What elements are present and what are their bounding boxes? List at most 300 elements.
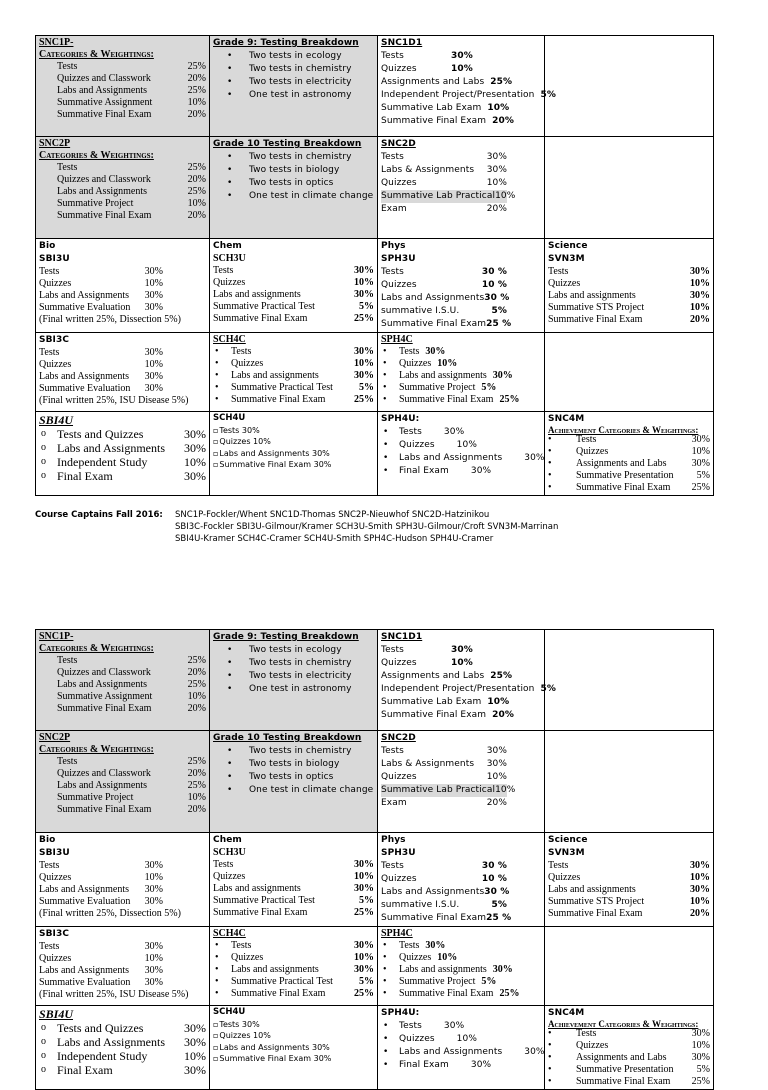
weighting-value: 30% (691, 434, 710, 445)
weighting-label: Labs and Assignments (57, 780, 147, 791)
weighting-label: • Tests (576, 1028, 597, 1039)
course-code: SPH4U: (381, 414, 420, 424)
weighting-label: Summative Lab Exam (381, 697, 482, 707)
weighting-value: 10% (451, 658, 473, 668)
weighting-value: 10% (486, 772, 507, 782)
weighting-label: Quizzes (381, 280, 417, 290)
course-code: SNC1P- (39, 37, 74, 48)
weighting-row (381, 670, 541, 683)
list-item: • Two tests in optics (249, 177, 374, 190)
weighting-label: • Assignments and Labs (576, 1052, 667, 1063)
weighting-row (57, 85, 206, 97)
weighting-label: Quizzes (381, 178, 417, 188)
weighting-label: • Quizzes (399, 1034, 435, 1044)
weighting-value: 10% (690, 278, 710, 289)
list-item: • Two tests in optics (249, 771, 374, 784)
weighting-value: 25% (187, 61, 206, 72)
course-code: SCH3U (213, 253, 246, 264)
weighting-value: 10% (354, 952, 374, 963)
weighting-label: • Summative Final Exam (231, 988, 326, 999)
weighting-row (399, 964, 541, 976)
weighting-value: 25% (187, 679, 206, 690)
weighting-row (57, 1035, 206, 1049)
weighting-label: Quizzes and Classwork (57, 768, 151, 779)
weighting-value: 10% (354, 358, 374, 369)
weighting-row (57, 1049, 206, 1063)
course-code: SBI3C (39, 335, 70, 345)
weighting-value: 30% (354, 370, 374, 381)
weighting-row (548, 860, 710, 872)
weighting-row (57, 186, 206, 198)
weighting-value: 30% (691, 1052, 710, 1063)
weighting-row (213, 313, 374, 325)
course-code: SVN3M (548, 254, 585, 264)
weighting-row (57, 61, 206, 73)
course-code: SNC2D (381, 733, 416, 743)
weighting-value: 10% (690, 896, 710, 907)
weighting-row (381, 683, 556, 696)
weighting-row (381, 758, 507, 771)
weighting-label: Quizzes (548, 872, 581, 883)
weighting-row (57, 73, 206, 85)
subject-label: Phys (381, 835, 406, 845)
weighting-value: 10% (691, 446, 710, 457)
note: (Final written 25%, Dissection 5%) (39, 908, 181, 919)
weighting-row (399, 452, 545, 465)
weighting-row (381, 203, 507, 216)
weighting-row (399, 465, 541, 478)
weighting-label: • Quizzes (399, 358, 432, 369)
weighting-value: 10% (487, 103, 510, 113)
cell-sch3u (210, 239, 378, 333)
weighting-value: 20% (492, 710, 514, 720)
weighting-value: 5% (359, 382, 374, 393)
list-item: ▫ Quizzes 10% (213, 1030, 374, 1042)
weighting-row (213, 859, 374, 871)
weighting-value: 30% (486, 759, 507, 769)
weighting-row (231, 346, 374, 358)
weighting-row (39, 290, 163, 302)
weighting-value: 30% (486, 746, 507, 756)
weighting-value: 25% (187, 655, 206, 666)
weighting-label: • Quizzes (399, 952, 432, 963)
evaluation-table (35, 35, 714, 496)
weighting-label: • Tests (576, 434, 597, 445)
weighting-label: • Summative Practical Test (231, 976, 333, 987)
subject-label: Bio (39, 835, 56, 845)
captains-line: SBI3C-Fockler SBI3U-Gilmour/Kramer SCH3U-Smith SPH3U-Gilmour/Croft SVN3M-Marrinan (175, 522, 559, 532)
list-item: • Two tests in chemistry (249, 657, 374, 670)
weighting-value: 25% (354, 394, 374, 405)
weighting-label: Labs and Assignments (57, 85, 147, 96)
weighting-value: 30% (451, 51, 473, 61)
weighting-value: 5% (359, 895, 374, 906)
weighting-label: Summative Final Exam (57, 703, 152, 714)
weighting-label: Tests (57, 655, 78, 666)
weighting-label: Independent Project/Presentation (381, 684, 535, 694)
course-code: SPH3U (381, 254, 416, 264)
cell-grade10-breakdown (210, 137, 378, 239)
weighting-value: 5% (359, 301, 374, 312)
weighting-row (548, 896, 710, 908)
course-code: SVN3M (548, 848, 585, 858)
weighting-label: Summative Assignment (57, 691, 153, 702)
weighting-row (39, 278, 163, 290)
weighting-row (57, 441, 206, 455)
weighting-row (548, 872, 710, 884)
weighting-value: 30 % (481, 861, 507, 871)
weighting-row (564, 434, 710, 446)
cell-sbi4u (36, 1006, 210, 1090)
categories-heading: Achievement Categories & Weightings: (548, 425, 699, 435)
weighting-value: 10% (144, 953, 163, 964)
course-code: SPH4C (381, 928, 413, 939)
weighting-value: 20% (690, 908, 710, 919)
weighting-row (39, 347, 163, 359)
cell-sph4c (378, 333, 545, 412)
evaluation-table (35, 629, 714, 1090)
weighting-value: 5% (481, 382, 497, 393)
weighting-label: • Labs and Assignments (399, 1047, 503, 1057)
weighting-row (57, 780, 206, 792)
weighting-label: Summative Evaluation (39, 383, 131, 394)
weighting-label: o Independent Study (57, 1049, 148, 1063)
weighting-value: 30% (690, 860, 710, 871)
list-item: ▫ Summative Final Exam 30% (213, 1053, 374, 1065)
weighting-label: Labs and assignments (213, 289, 301, 300)
categories-heading: Categories & Weightings: (39, 643, 154, 654)
weighting-value: 25% (187, 162, 206, 173)
weighting-row (213, 883, 374, 895)
weighting-row (213, 907, 374, 919)
weighting-label: • Summative Presentation (576, 470, 674, 481)
list-item: • One test in astronomy (249, 89, 374, 102)
weighting-value: 25% (354, 988, 374, 999)
weighting-label: Independent Project/Presentation (381, 90, 535, 100)
note: (Final written 25%, Dissection 5%) (39, 314, 181, 325)
weighting-value: 30% (524, 1047, 545, 1057)
weighting-label: • Quizzes (576, 446, 609, 457)
weighting-value: 30% (184, 469, 206, 483)
weighting-value: 10% (690, 302, 710, 313)
course-code: SBI3U (39, 848, 70, 858)
weighting-label: Quizzes and Classwork (57, 667, 151, 678)
weighting-row (57, 691, 206, 703)
weighting-label: • Assignments and Labs (576, 458, 667, 469)
weighting-row (57, 162, 206, 174)
weighting-label: Quizzes (381, 874, 417, 884)
weighting-row (548, 290, 710, 302)
weighting-row (381, 164, 507, 177)
cell-sph4u (378, 1006, 545, 1090)
weighting-label: Quizzes (39, 953, 72, 964)
weighting-row (39, 941, 163, 953)
weighting-row (399, 952, 541, 964)
weighting-label: Summative Lab Practical (381, 191, 496, 201)
weighting-row (381, 644, 541, 657)
weighting-value: 10% (144, 872, 163, 883)
weighting-row (231, 358, 374, 370)
weighting-row (564, 1076, 710, 1088)
weighting-value: 30% (354, 265, 374, 276)
weighting-label: Summative Final Exam (548, 314, 643, 325)
course-code: SBI4U (39, 413, 74, 427)
list-item: ▫ Tests 30% (213, 425, 374, 437)
weighting-value: 5% (696, 1064, 710, 1075)
weighting-row (231, 394, 374, 406)
weighting-label: Summative Lab Practical (381, 785, 496, 795)
weighting-row (213, 265, 374, 277)
weighting-label: • Final Exam (399, 1060, 449, 1070)
cell-sph4u (378, 412, 545, 496)
captains-line: SNC1P-Fockler/Whent SNC1D-Thomas SNC2P-Nieuwhof SNC2D-Hatzinikou (175, 510, 490, 520)
weighting-label: Labs and Assignments (381, 887, 485, 897)
weighting-row (399, 940, 541, 952)
cell-snc1p (36, 630, 210, 731)
weighting-row (57, 1021, 206, 1035)
weighting-row (564, 458, 710, 470)
cell-sch4c (210, 333, 378, 412)
weighting-row (57, 97, 206, 109)
weighting-row (399, 1033, 541, 1046)
weighting-label: • Tests (399, 1021, 422, 1031)
weighting-label: • Summative Presentation (576, 1064, 674, 1075)
weighting-label: Tests (39, 266, 60, 277)
cell-snc2p (36, 137, 210, 239)
weighting-label: Quizzes (39, 359, 72, 370)
weighting-row (57, 667, 206, 679)
weighting-label: Quizzes (548, 278, 581, 289)
weighting-row (231, 952, 374, 964)
weighting-row (39, 977, 163, 989)
weighting-value: 10% (690, 872, 710, 883)
weighting-label: Labs and Assignments (57, 186, 147, 197)
cell-sbi4u (36, 412, 210, 496)
weighting-label: • Summative Final Exam (576, 482, 671, 493)
weighting-row (57, 469, 206, 483)
weighting-row (231, 988, 374, 1000)
weighting-row (39, 884, 163, 896)
weighting-label: Tests (39, 860, 60, 871)
weighting-row (381, 860, 507, 873)
weighting-value: 30% (354, 859, 374, 870)
cell-sph3u (378, 833, 545, 927)
cell-grade9-breakdown (210, 630, 378, 731)
weighting-value: 25% (354, 313, 374, 324)
weighting-row (231, 940, 374, 952)
weighting-row (399, 439, 541, 452)
weighting-label: Summative Project (57, 198, 134, 209)
weighting-label: • Summative Final Exam (576, 1076, 671, 1087)
weighting-row (399, 1059, 541, 1072)
weighting-label: • Labs and assignments (399, 370, 487, 381)
weighting-value: 30% (690, 266, 710, 277)
cell-sch4u (210, 412, 378, 496)
weighting-value: 30% (691, 1028, 710, 1039)
weighting-row (399, 426, 541, 439)
weighting-value: 20% (187, 109, 206, 120)
weighting-label: Tests (548, 266, 569, 277)
weighting-label: Summative Final Exam (213, 313, 308, 324)
course-code: SNC1P- (39, 631, 74, 642)
weighting-label: Summative Final Exam (57, 804, 152, 815)
weighting-row (399, 394, 541, 406)
weighting-label: • Summative Project (399, 976, 476, 987)
weighting-row (381, 76, 541, 89)
weighting-label: Summative Practical Test (213, 301, 315, 312)
weighting-label: Summative Final Exam (381, 913, 487, 923)
list-item: ▫ Labs and Assignments 30% (213, 448, 374, 460)
course-code: SNC2D (381, 139, 416, 149)
weighting-value: 20% (486, 798, 507, 808)
weighting-value: 30% (144, 977, 163, 988)
cell-snc4m (545, 412, 714, 496)
list-item: • Two tests in biology (249, 758, 374, 771)
weighting-row (39, 896, 163, 908)
course-code: SCH4C (213, 928, 246, 939)
weighting-row (57, 792, 206, 804)
list-item: • Two tests in chemistry (249, 63, 374, 76)
weighting-value: 30% (470, 466, 492, 476)
weighting-row (57, 655, 206, 667)
weighting-row (213, 871, 374, 883)
weighting-value: 20% (187, 210, 206, 221)
weighting-value: 10% (187, 97, 206, 108)
weighting-row (57, 756, 206, 768)
weighting-value: 10% (187, 691, 206, 702)
weighting-value: 30 % (481, 267, 507, 277)
weighting-label: • Tests (399, 427, 422, 437)
course-captains-list (175, 509, 558, 545)
weighting-row (39, 953, 163, 965)
weighting-label: Tests (381, 267, 404, 277)
weighting-row (57, 174, 206, 186)
weighting-label: • Tests (399, 940, 420, 951)
weighting-label: o Labs and Assignments (57, 441, 165, 455)
weighting-label: Tests (381, 645, 404, 655)
weighting-value: 20% (187, 73, 206, 84)
weighting-row (564, 1028, 710, 1040)
course-code: SNC1D1 (381, 38, 423, 48)
weighting-row (381, 873, 507, 886)
weighting-row (381, 745, 507, 758)
weighting-row (39, 383, 163, 395)
cell-svn3m (545, 833, 714, 927)
course-code: SPH4U: (381, 1008, 420, 1018)
cell-sbi3u (36, 833, 210, 927)
weighting-label: • Labs and assignments (231, 370, 319, 381)
weighting-label: Quizzes and Classwork (57, 174, 151, 185)
course-code: SNC2P (39, 138, 71, 149)
weighting-label: Tests (57, 756, 78, 767)
weighting-value: 5% (491, 900, 507, 910)
weighting-row (231, 976, 374, 988)
weighting-label: • Labs and Assignments (399, 453, 503, 463)
cell-sph4c (378, 927, 545, 1006)
weighting-row (57, 427, 206, 441)
captains-line: SBI4U-Kramer SCH4C-Cramer SCH4U-Smith SPH4C-Hudson SPH4U-Cramer (175, 534, 494, 544)
weighting-label: • Labs and assignments (399, 964, 487, 975)
list-item: • Two tests in ecology (249, 644, 374, 657)
weighting-label: o Labs and Assignments (57, 1035, 165, 1049)
weighting-label: Quizzes and Classwork (57, 73, 151, 84)
course-captains-label: Course Captains Fall 2016: (35, 510, 163, 520)
cell-sbi3u (36, 239, 210, 333)
weighting-row (39, 872, 163, 884)
weighting-label: • Quizzes (231, 952, 264, 963)
weighting-label: summative I.S.U. (381, 306, 460, 316)
weighting-row (548, 884, 710, 896)
weighting-value: 30% (470, 1060, 492, 1070)
weighting-value: 30% (524, 453, 545, 463)
weighting-row (564, 446, 710, 458)
weighting-value: 30% (144, 266, 163, 277)
cell-snc2p (36, 731, 210, 833)
weighting-value: 5% (359, 976, 374, 987)
weighting-row (564, 482, 710, 494)
weighting-row (39, 359, 163, 371)
weighting-value: 25% (490, 77, 513, 87)
weighting-value: 30% (354, 346, 374, 357)
cell-svn3m (545, 239, 714, 333)
weighting-row (381, 50, 541, 63)
weighting-label: Labs and assignments (213, 883, 301, 894)
weighting-value: 10 % (481, 280, 507, 290)
weighting-row (381, 102, 541, 115)
weighting-row (381, 190, 516, 203)
weighting-row (564, 470, 710, 482)
cell-sch4u (210, 1006, 378, 1090)
cell-empty (545, 137, 714, 239)
weighting-value: 25% (691, 482, 710, 493)
weighting-row (399, 988, 541, 1000)
weighting-row (381, 63, 541, 76)
course-code: SBI4U (39, 1007, 74, 1021)
subject-label: Science (548, 241, 588, 251)
weighting-label: Tests (57, 162, 78, 173)
cell-snc2d (378, 137, 545, 239)
cell-snc1d1 (378, 630, 556, 731)
weighting-value: 30% (184, 441, 206, 455)
weighting-label: Summative Final Exam (381, 116, 487, 126)
weighting-label: Summative Practical Test (213, 895, 315, 906)
weighting-value: 30% (144, 371, 163, 382)
weighting-row (57, 210, 206, 222)
weighting-row (213, 895, 374, 907)
weighting-value: 30% (144, 965, 163, 976)
weighting-row (213, 277, 374, 289)
list-item: • One test in climate change (249, 190, 374, 203)
weighting-value: 10% (495, 785, 516, 795)
note: (Final written 25%, ISU Disease 5%) (39, 989, 189, 1000)
subject-label: Science (548, 835, 588, 845)
weighting-label: • Summative Practical Test (231, 382, 333, 393)
weighting-row (399, 976, 541, 988)
weighting-label: • Tests (231, 346, 252, 357)
weighting-row (231, 382, 374, 394)
categories-heading: Categories & Weightings: (39, 744, 154, 755)
list-item: ▫ Tests 30% (213, 1019, 374, 1031)
weighting-value: 5% (491, 306, 507, 316)
weighting-row (39, 266, 163, 278)
weighting-label: Summative Final Exam (381, 710, 487, 720)
weighting-label: Tests (57, 61, 78, 72)
weighting-value: 30% (443, 1021, 465, 1031)
weighting-row (213, 289, 374, 301)
course-code: SNC4M (548, 414, 585, 424)
course-code: SCH3U (213, 847, 246, 858)
weighting-row (57, 109, 206, 121)
